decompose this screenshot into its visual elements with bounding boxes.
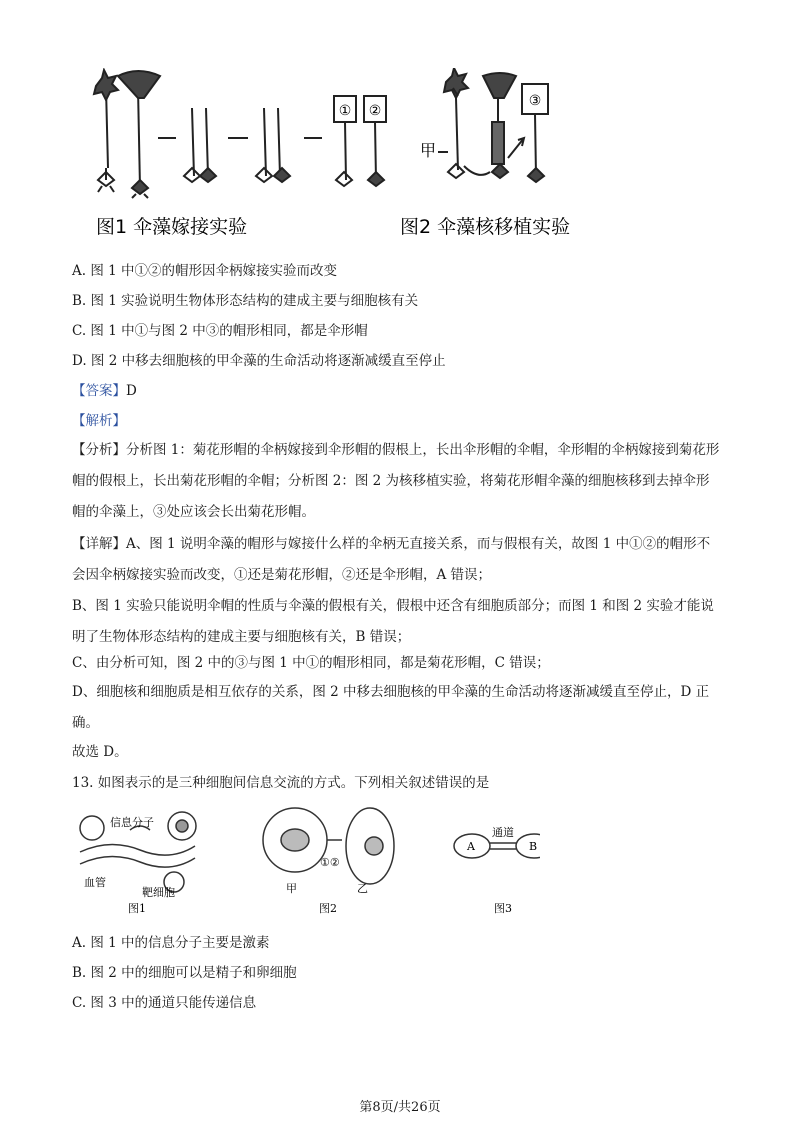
q12-option-b: B. 图 1 实验说明生物体形态结构的建成主要与细胞核有关: [72, 293, 419, 309]
fenxi-text: 分析图 1：菊花形帽的伞柄嫁接到伞形帽的假根上，长出伞形帽的伞帽，伞形帽的伞柄嫁接到菊花形帽的假根上，长出菊花形帽的伞帽；分析图 2：图 2 为核移植实验，将菊花形帽伞藻的细胞核移到去掉伞形帽的伞藻上，③处应该会长出菊花形帽。: [72, 442, 720, 520]
fig3-label: 图3: [494, 902, 512, 915]
blood-vessel-label: 血管: [84, 876, 106, 889]
xiangjie-paragraph-c: C、由分析可知，图 2 中的③与图 1 中①的帽形相同，都是菊花形帽，C 错误；: [72, 655, 550, 671]
channel-label: 通道: [492, 826, 514, 839]
umbrella-algae-figure: [88, 68, 618, 246]
fenxi-tag: 【分析】: [72, 442, 126, 458]
analysis-tag-text: 【解析】: [72, 413, 126, 429]
xiangjie-paragraph-a: [72, 529, 722, 591]
q12-option-a: A. 图 1 中①②的帽形因伞柄嫁接实验而改变: [72, 263, 338, 279]
cell-communication-figure: [70, 800, 540, 925]
xiangjie-paragraph-d: D、细胞核和细胞质是相互依存的关系，图 2 中移去细胞核的甲伞藻的生命活动将逐渐减缓直至停止，D 正确。: [72, 684, 710, 731]
answer-line: [72, 382, 137, 400]
q12-option-d: D. 图 2 中移去细胞核的甲伞藻的生命活动将逐渐减缓直至停止: [72, 353, 446, 369]
q13-option-b: B. 图 2 中的细胞可以是精子和卵细胞: [72, 965, 297, 981]
analysis-tag: [72, 412, 126, 430]
label-jia: 甲: [420, 141, 437, 160]
circle-label-1: ①: [338, 103, 352, 119]
q13-stem: 13. 如图表示的是三种细胞间信息交流的方式。下列相关叙述错误的是: [72, 775, 490, 791]
conclusion: 故选 D。: [72, 744, 128, 760]
xiangjie-a-text: A、图 1 说明伞藻的帽形与嫁接什么样的伞柄无直接关系，而与假根有关，故图 1 中①②的帽形不会因伞柄嫁接实验而改变，①还是菊花形帽，②还是伞形帽，A 错误；: [72, 536, 711, 583]
fig1-label: 图1: [128, 902, 146, 915]
figure1-caption: 图1 伞藻嫁接实验: [96, 216, 248, 238]
figure2-caption: 图2 伞藻核移植实验: [400, 216, 571, 238]
target-cell-label: 靶细胞: [142, 886, 175, 899]
xiangjie-paragraph-b: B、图 1 实验只能说明伞帽的性质与伞藻的假根有关，假根中还含有细胞质部分；而图 1 和图 2 实验才能说明了生物体形态结构的建成主要与细胞核有关，B 错误；: [72, 598, 714, 645]
marks-label: ①②: [320, 856, 340, 869]
answer-tag: 【答案】: [72, 383, 126, 399]
q13-option-a: A. 图 1 中的信息分子主要是激素: [72, 935, 270, 951]
circle-label-3: ③: [528, 93, 542, 109]
cell-b-label: B: [529, 840, 538, 853]
signal-molecule-label: 信息分子: [110, 816, 154, 829]
page-footer: 第8页/共26页: [359, 1100, 441, 1115]
circle-label-2: ②: [368, 103, 382, 119]
fenxi-paragraph: [72, 435, 722, 528]
cell-a-label: A: [467, 840, 475, 853]
q13-option-c: C. 图 3 中的通道只能传递信息: [72, 995, 257, 1011]
fig2-label: 图2: [319, 902, 337, 915]
jia-label: 甲: [286, 882, 297, 895]
yi-label: 乙: [357, 882, 368, 895]
answer-value: D: [126, 383, 137, 399]
q12-option-c: C. 图 1 中①与图 2 中③的帽形相同，都是伞形帽: [72, 323, 368, 339]
xiangjie-tag: 【详解】: [72, 536, 126, 552]
